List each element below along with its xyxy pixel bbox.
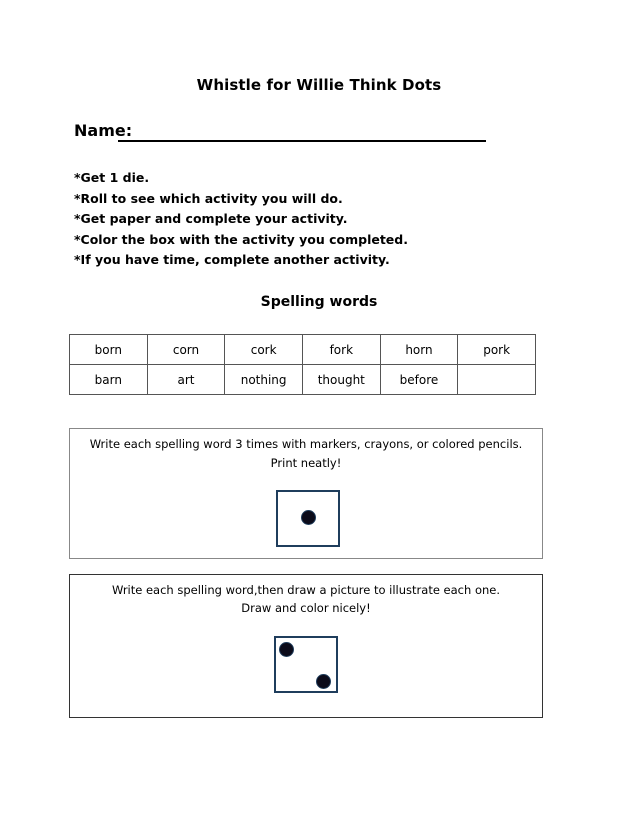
table-row	[70, 335, 536, 365]
instruction-item: *Get 1 die.	[74, 170, 150, 185]
spelling-words-table	[69, 334, 536, 395]
spelling-word-cell: barn	[70, 365, 148, 395]
spelling-word-cell: fork	[302, 335, 380, 365]
spelling-word-cell: pork	[458, 335, 536, 365]
spelling-word-cell: nothing	[225, 365, 303, 395]
spelling-word-cell: art	[147, 365, 225, 395]
activity-instruction: Write each spelling word 3 times with markers, crayons, or colored pencils.	[89, 437, 523, 451]
table-row	[70, 365, 536, 395]
die-face-two-icon	[274, 636, 338, 693]
spelling-word-cell: corn	[147, 335, 225, 365]
instructions-list	[74, 168, 408, 271]
activity-note: Draw and color nicely!	[241, 601, 371, 615]
spelling-word-cell: cork	[225, 335, 303, 365]
activity-note: Print neatly!	[270, 456, 342, 470]
name-label: Name:	[74, 121, 133, 140]
spelling-word-cell: born	[70, 335, 148, 365]
activity-box-1	[69, 428, 543, 559]
name-blank-line	[118, 140, 486, 142]
die-pip	[280, 643, 293, 656]
spelling-word-cell: thought	[302, 365, 380, 395]
spelling-word-cell: before	[380, 365, 458, 395]
spelling-word-cell: horn	[380, 335, 458, 365]
instruction-item: *Get paper and complete your activity.	[74, 211, 348, 226]
activity-box-2	[69, 574, 543, 718]
die-pip	[302, 511, 315, 524]
page-title: Whistle for Willie Think Dots	[196, 76, 442, 94]
spelling-words-heading: Spelling words	[260, 294, 378, 310]
instruction-item: *If you have time, complete another activity.	[74, 252, 390, 267]
die-face-one-icon	[276, 490, 340, 547]
instruction-item: *Color the box with the activity you completed.	[74, 231, 408, 247]
instruction-item: *Roll to see which activity you will do.	[74, 190, 343, 206]
activity-instruction: Write each spelling word,then draw a picture to illustrate each one.	[111, 583, 501, 597]
spelling-word-cell	[458, 365, 536, 395]
die-pip	[317, 675, 330, 688]
